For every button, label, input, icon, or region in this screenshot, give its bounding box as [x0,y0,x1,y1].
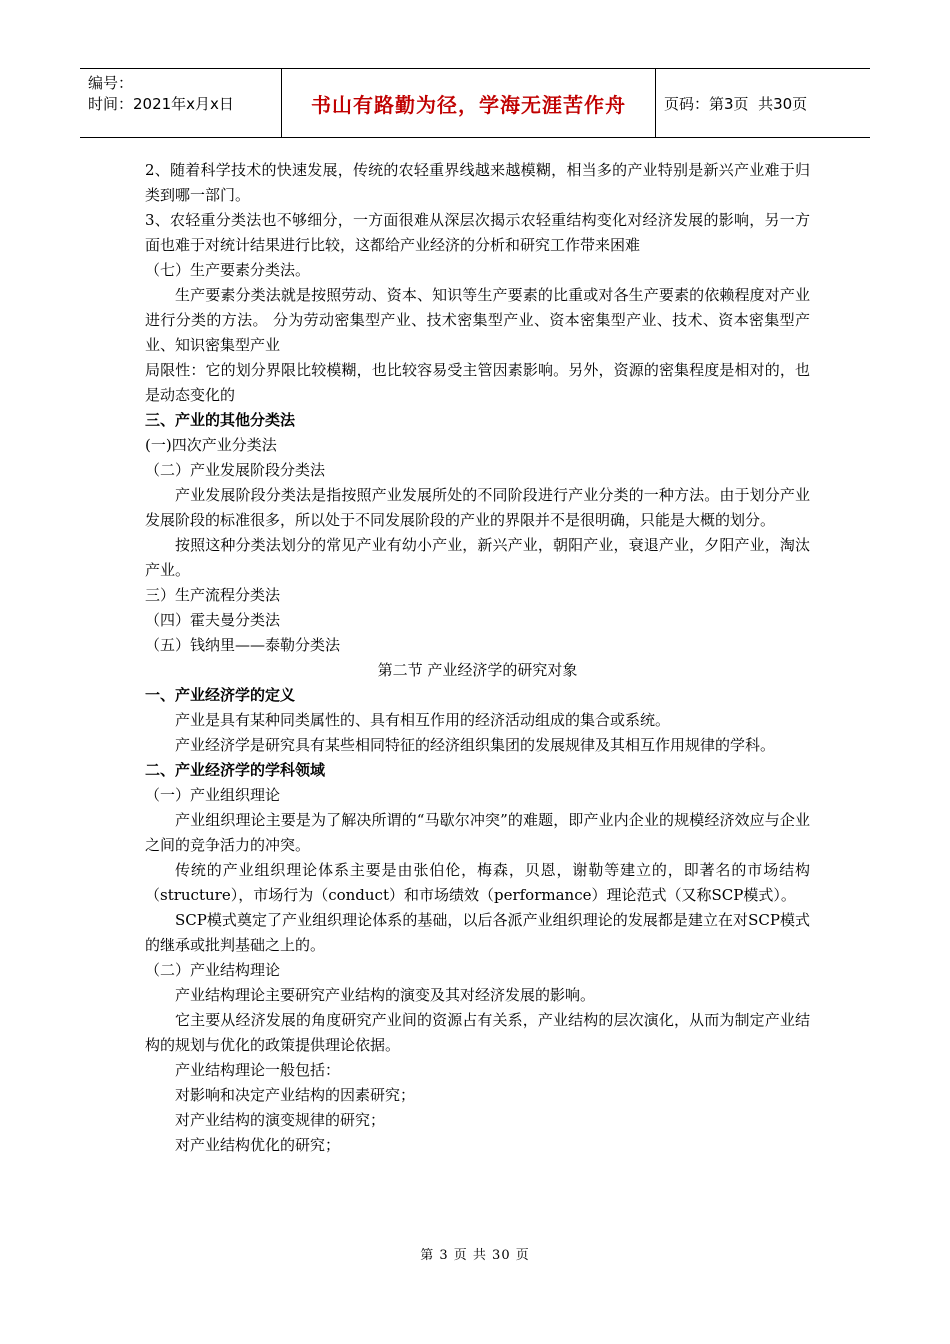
paragraph: 它主要从经济发展的角度研究产业间的资源占有关系，产业结构的层次演化，从而为制定产业结构的规划与优化的政策提供理论依据。 [145,1011,810,1054]
paragraph: 产业结构理论主要研究产业结构的演变及其对经济发展的影响。 [175,986,596,1004]
paragraph: 传统的产业组织理论体系主要是由张伯伦，梅森，贝恩，谢勒等建立的，即著名的市场结构（structure），市场行为（conduct）和市场绩效（performance）理论范式（又称SCP模式）。 [145,861,810,904]
section-heading: 三）生产流程分类法 [145,586,281,604]
time-label: 时间：2021年x月x日 [88,95,234,113]
page-info: 页码：第3页 共30页 [664,94,808,113]
paragraph: 局限性：它的划分界限比较模糊，也比较容易受主管因素影响。另外，资源的密集程度是相对的，也是动态变化的 [145,361,810,404]
section-heading: （一）产业组织理论 [145,786,281,804]
section-heading: （七）生产要素分类法。 [145,261,311,279]
list-item: 对产业结构的演变规律的研究； [175,1111,386,1129]
list-item: 对影响和决定产业结构的因素研究； [175,1086,416,1104]
section-heading: (一)四次产业分类法 [145,436,277,454]
section-heading: 二、产业经济学的学科领域 [145,761,326,779]
section-heading: 三、产业的其他分类法 [145,411,296,429]
page-header [80,68,870,138]
paragraph: SCP模式奠定了产业组织理论体系的基础，以后各派产业组织理论的发展都是建立在对SCP模式的继承或批判基础之上的。 [145,911,810,954]
chapter-title: 第二节 产业经济学的研究对象 [377,661,578,679]
paragraph: 2、随着科学技术的快速发展，传统的农轻重界线越来越模糊，相当多的产业特别是新兴产业难于归类到哪一部门。 [145,161,810,204]
header-page-info-cell [656,69,870,137]
list-item: 对产业结构优化的研究； [175,1136,341,1154]
number-label: 编号： [88,74,134,92]
section-heading: （四）霍夫曼分类法 [145,611,281,629]
paragraph: 3、农轻重分类法也不够细分，一方面很难从深层次揭示农轻重结构变化对经济发展的影响，另一方面也难于对统计结果进行比较，这都给产业经济的分析和研究工作带来困难 [145,211,810,254]
document-body [145,158,810,1158]
section-heading: （二）产业结构理论 [145,961,281,979]
section-heading: （二）产业发展阶段分类法 [145,461,326,479]
header-left-cell [80,69,282,137]
paragraph: 产业是具有某种同类属性的、具有相互作用的经济活动组成的集合或系统。 [175,711,671,729]
section-heading: 一、产业经济学的定义 [145,686,296,704]
paragraph: 按照这种分类法划分的常见产业有幼小产业，新兴产业，朝阳产业，衰退产业，夕阳产业，淘汰产业。 [145,536,810,579]
paragraph: 产业发展阶段分类法是指按照产业发展所处的不同阶段进行产业分类的一种方法。由于划分产业发展阶段的标准很多，所以处于不同发展阶段的产业的界限并不是很明确，只能是大概的划分。 [145,486,810,529]
paragraph: 产业组织理论主要是为了解决所谓的“马歇尔冲突”的难题，即产业内企业的规模经济效应与企业之间的竞争活力的冲突。 [145,811,810,854]
motto: 书山有路勤为径，学海无涯苦作舟 [282,69,656,137]
paragraph: 生产要素分类法就是按照劳动、资本、知识等生产要素的比重或对各生产要素的依赖程度对产业进行分类的方法。 分为劳动密集型产业、技术密集型产业、资本密集型产业、技术、资本密集型产业、知识密集型产业 [145,286,810,354]
paragraph: 产业经济学是研究具有某些相同特征的经济组织集团的发展规律及其相互作用规律的学科。 [175,736,776,754]
page-footer: 第 3 页 共 30 页 [420,1248,530,1263]
paragraph: 产业结构理论一般包括： [175,1061,341,1079]
section-heading: （五）钱纳里——泰勒分类法 [145,636,341,654]
